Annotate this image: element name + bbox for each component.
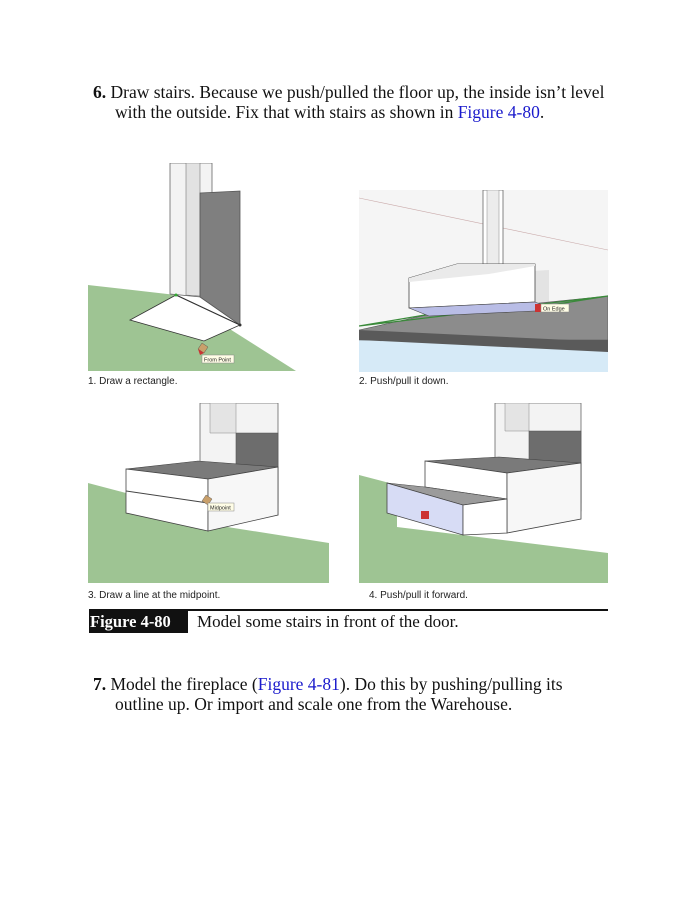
panel-4-caption: 4. Push/pull it forward. bbox=[369, 590, 468, 601]
figure-panel-2 bbox=[359, 190, 608, 372]
step-6-paragraph bbox=[93, 82, 613, 122]
panel-1-caption: 1. Draw a rectangle. bbox=[88, 376, 178, 387]
figure-link[interactable]: Figure 4-81 bbox=[257, 674, 340, 694]
step-number: 7. bbox=[93, 674, 107, 694]
panel-2-illustration bbox=[359, 190, 608, 372]
panel-2-caption: 2. Push/pull it down. bbox=[359, 376, 449, 387]
figure-link[interactable]: Figure 4-80 bbox=[457, 102, 540, 122]
step-text-end: . bbox=[539, 102, 545, 122]
panel-1-illustration bbox=[88, 163, 328, 373]
step-text-end: ). Do this by pushing/pulling its outline up. Or import and scale one from the Warehouse. bbox=[115, 674, 563, 714]
push-pull-icon bbox=[421, 511, 429, 519]
step-number: 6. bbox=[93, 82, 107, 102]
figure-panel-1 bbox=[88, 163, 328, 373]
figure-panel-3 bbox=[88, 403, 329, 583]
figure-caption: Model some stairs in front of the door. bbox=[197, 612, 459, 631]
panel-3-caption: 3. Draw a line at the midpoint. bbox=[88, 590, 221, 601]
figure-label: Figure 4-80 bbox=[89, 611, 188, 633]
panel-3-illustration bbox=[88, 403, 329, 583]
tooltip-midpoint: Midpoint bbox=[210, 505, 231, 512]
tooltip-on-edge: On Edge bbox=[543, 306, 565, 313]
step-text: Draw stairs. Because we push/pulled the floor up, the inside isn’t level with the outside. Fix that with stairs as shown in bbox=[110, 82, 605, 122]
panel-4-illustration bbox=[359, 403, 608, 583]
step-7-paragraph bbox=[93, 674, 613, 714]
step-text: Model the fireplace ( bbox=[110, 674, 258, 694]
tooltip-from-point: From Point bbox=[204, 357, 231, 364]
figure-panel-4 bbox=[359, 403, 608, 583]
